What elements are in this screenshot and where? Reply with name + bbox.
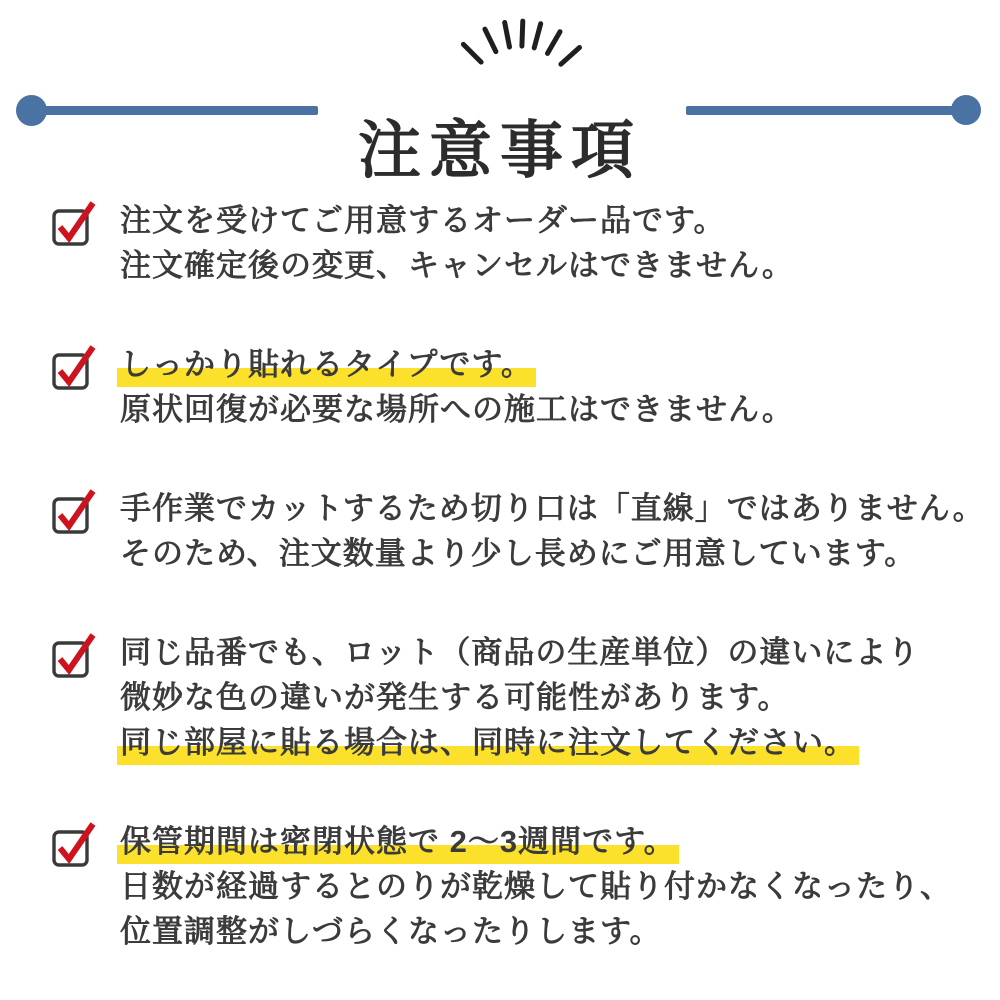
line-text: 原状回復が必要な場所への施工はできません。 [120,392,794,427]
checklist [50,198,985,1000]
checked-checkbox-icon [50,198,96,246]
line-text: そのため、注文数量より少し長めにご用意しています。 [120,536,917,571]
checklist-line [120,675,919,720]
checked-checkbox-icon [50,630,96,678]
highlighted-text: 同じ部屋に貼る場合は、同時に注文してください。 [117,720,859,765]
checklist-line [120,909,952,954]
highlighted-text: 保管期間は密閉状態で 2〜3週間です。 [117,819,679,864]
right-rule [686,106,958,115]
checked-checkbox-icon [50,486,96,534]
checklist-line [120,864,952,909]
checklist-item-text [120,342,794,432]
checklist-line [120,387,794,432]
checklist-line [120,819,952,864]
checklist-item-1 [50,198,980,288]
line-text: 日数が経過するとのりが乾燥して貼り付かなくなったり、 [120,869,952,904]
checklist-item-2 [50,342,980,432]
header [0,0,1000,187]
checklist-item-text [120,486,985,576]
line-text: 微妙な色の違いが発生する可能性があります。 [120,680,790,715]
line-text: 注文を受けてご用意するオーダー品です。 [120,203,726,238]
line-text: 手作業でカットするため切り口は「直線」ではありません。 [120,491,985,526]
line-text: 同じ品番でも、ロット（商品の生産単位）の違いにより [120,635,920,670]
checklist-line [120,486,985,531]
checklist-line [120,243,794,288]
checklist-line [120,531,980,576]
highlighted-text: しっかり貼れるタイプです。 [117,342,536,387]
burst-rays-icon [438,6,602,78]
checklist-item-3 [50,486,985,576]
page-title: 注意事項 [358,116,642,187]
checked-checkbox-icon [50,819,96,867]
checklist-item-text [120,819,952,954]
line-text: 位置調整がしづらくなったりします。 [120,914,662,949]
right-line-dot [951,95,981,125]
checklist-item-4 [50,630,980,765]
checked-checkbox-icon [50,342,96,390]
checklist-item-text [120,198,794,288]
checklist-line [120,720,919,765]
left-rule [40,106,318,115]
checklist-line [120,630,919,675]
line-text: 注文確定後の変更、キャンセルはできません。 [120,248,794,283]
checklist-line [120,342,794,387]
checklist-line [120,198,794,243]
checklist-item-5 [50,819,980,954]
checklist-item-text [120,630,919,765]
